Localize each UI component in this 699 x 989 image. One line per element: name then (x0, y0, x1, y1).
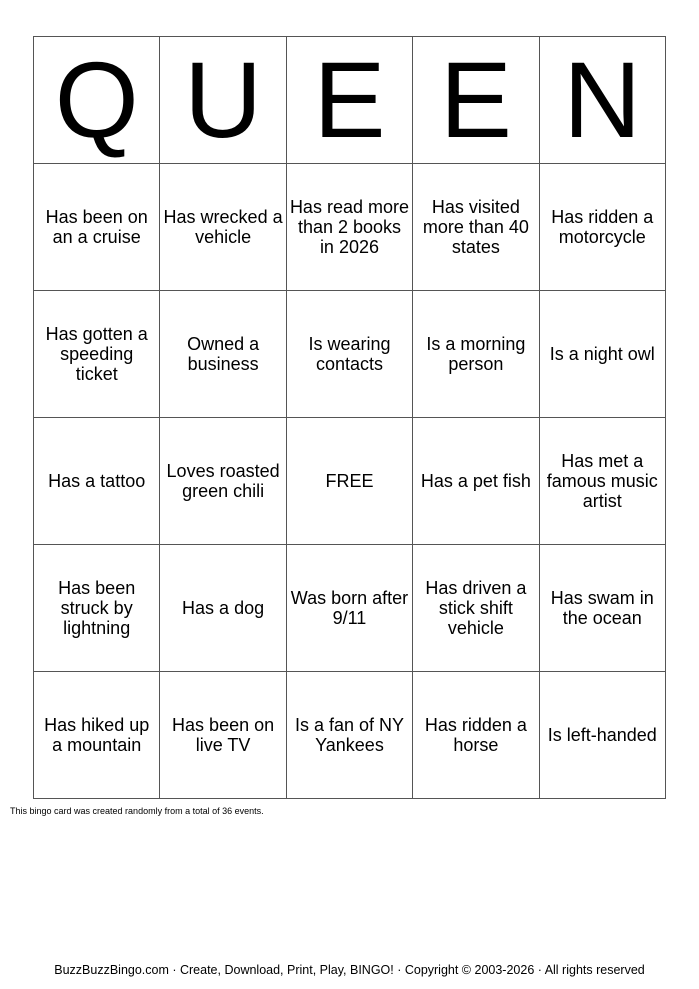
bingo-cell: Has gotten a speeding ticket (34, 291, 160, 418)
bingo-cell: Is left-handed (539, 672, 665, 799)
header-letter: E (413, 37, 539, 164)
bingo-cell: Has been on live TV (160, 672, 286, 799)
bingo-cell: Has read more than 2 books in 2026 (286, 164, 412, 291)
card-row (34, 164, 666, 291)
bingo-cell: Loves roasted green chili (160, 418, 286, 545)
bingo-cell: Is a night owl (539, 291, 665, 418)
header-letter: U (160, 37, 286, 164)
bingo-cell: Has ridden a motorcycle (539, 164, 665, 291)
header-row (34, 37, 666, 164)
bingo-cell: Has been on an a cruise (34, 164, 160, 291)
header-letter: E (286, 37, 412, 164)
bingo-cell: Has hiked up a mountain (34, 672, 160, 799)
bingo-cell: Has met a famous music artist (539, 418, 665, 545)
bingo-cell: Has a pet fish (413, 418, 539, 545)
header-letter: N (539, 37, 665, 164)
card-generation-note: This bingo card was created randomly from a total of 36 events. (10, 806, 264, 816)
bingo-cell: Has been struck by lightning (34, 545, 160, 672)
card-row (34, 545, 666, 672)
card-row (34, 418, 666, 545)
card-row (34, 672, 666, 799)
bingo-cell: Has a dog (160, 545, 286, 672)
bingo-cell: Has a tattoo (34, 418, 160, 545)
bingo-cell: Has ridden a horse (413, 672, 539, 799)
bingo-cell: Is wearing contacts (286, 291, 412, 418)
card-row (34, 291, 666, 418)
bingo-cell: Is a morning person (413, 291, 539, 418)
bingo-cell: Has wrecked a vehicle (160, 164, 286, 291)
bingo-cell: Is a fan of NY Yankees (286, 672, 412, 799)
bingo-cell: Owned a business (160, 291, 286, 418)
header-letter: Q (34, 37, 160, 164)
site-footer: BuzzBuzzBingo.com · Create, Download, Print, Play, BINGO! · Copyright © 2003-2026 · All rights reserved (54, 963, 645, 977)
free-space-cell: FREE (286, 418, 412, 545)
bingo-cell: Has swam in the ocean (539, 545, 665, 672)
bingo-cell: Has visited more than 40 states (413, 164, 539, 291)
bingo-cell: Was born after 9/11 (286, 545, 412, 672)
bingo-cell: Has driven a stick shift vehicle (413, 545, 539, 672)
bingo-card (33, 36, 666, 799)
